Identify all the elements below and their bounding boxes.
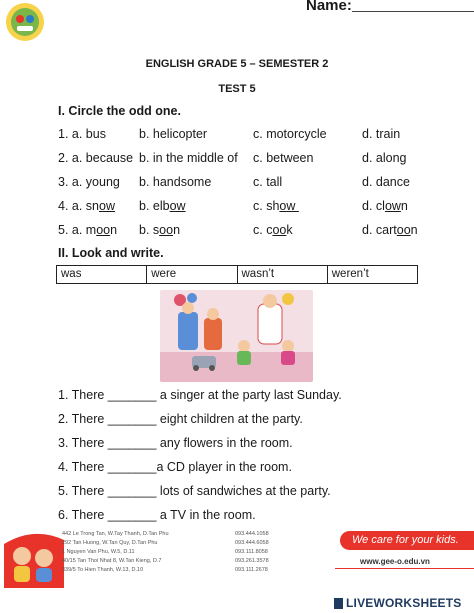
word-bank-item: weren’t	[331, 268, 369, 280]
fill-sentence-2[interactable]: 2. There _______ eight children at the party.	[58, 412, 303, 426]
section-1-heading: I. Circle the odd one.	[58, 104, 181, 118]
divider	[335, 568, 474, 569]
address-line: 1 Nguyen Van Phu, W.5, D.11	[62, 549, 135, 555]
address-line: 292 Tan Huong, W.Tan Quy, D.Tan Phu	[62, 540, 158, 546]
phone-number: 093.111.8058	[235, 549, 268, 555]
party-illustration	[160, 290, 313, 382]
option-a[interactable]	[58, 223, 117, 237]
question-row-4	[58, 199, 458, 215]
question-row-3	[58, 175, 458, 191]
word-bank-item: was	[57, 266, 147, 283]
option-text: b. s	[139, 223, 160, 237]
kids-mascot-image	[4, 526, 64, 588]
option-c[interactable]	[253, 199, 299, 213]
liveworksheets-brand[interactable]: LIVEWORKSHEETS	[346, 596, 462, 610]
question-row-2	[58, 151, 458, 167]
option-text-end: n	[110, 223, 118, 237]
fill-sentence-1[interactable]: 1. There _______ a singer at the party last Sunday.	[58, 388, 342, 402]
option-d[interactable]: d. dance	[362, 175, 410, 189]
option-b[interactable]: b. handsome	[139, 175, 212, 189]
section-2-heading: II. Look and write.	[58, 246, 164, 260]
fill-sentence-4[interactable]: 4. There _______a CD player in the room.	[58, 460, 292, 474]
option-text: c. sh	[253, 199, 280, 213]
underlined-sound: ow	[384, 199, 401, 213]
address-line: 40/15 Tan Thoi Nhat 8, W.Tan Kieng, D.7	[62, 558, 162, 564]
option-text: b. elb	[139, 199, 170, 213]
option-d[interactable]	[362, 199, 408, 213]
option-c[interactable]	[253, 223, 293, 237]
underlined-sound: oo	[159, 223, 174, 237]
option-b[interactable]: b. helicopter	[139, 127, 208, 141]
option-b[interactable]	[139, 223, 180, 237]
option-text: 4. a. sn	[58, 199, 99, 213]
name-label: Name:	[306, 0, 352, 14]
option-a[interactable]: 2. a. because	[58, 151, 134, 165]
fill-sentence-5[interactable]: 5. There _______ lots of sandwiches at the party.	[58, 484, 331, 498]
option-d[interactable]	[362, 223, 418, 237]
option-text-end: n	[410, 223, 418, 237]
word-bank-item: wasn’t	[238, 266, 328, 283]
option-b[interactable]	[139, 199, 186, 213]
underlined-sound: ow	[99, 199, 115, 213]
worksheet-title: ENGLISH GRADE 5 – SEMESTER 2	[145, 58, 329, 70]
school-logo	[4, 2, 46, 42]
option-text-end: n	[173, 223, 181, 237]
option-text: c. c	[253, 223, 273, 237]
slogan-banner: We care for your kids.	[340, 531, 474, 550]
option-d[interactable]: d. along	[362, 151, 407, 165]
underlined-sound: ow	[279, 199, 299, 213]
underlined-sound: oo	[396, 223, 411, 237]
website-link[interactable]: www.gee-o.edu.vn	[360, 557, 430, 566]
option-c[interactable]: c. between	[253, 151, 314, 165]
option-a[interactable]	[58, 199, 115, 213]
option-text-end: n	[400, 199, 408, 213]
underlined-sound: oo	[96, 223, 111, 237]
option-a[interactable]: 1. a. bus	[58, 127, 106, 141]
option-text: d. cl	[362, 199, 385, 213]
underlined-sound: ow	[169, 199, 186, 213]
option-text: d. cart	[362, 223, 397, 237]
question-row-5	[58, 223, 458, 239]
phone-number: 093.444.1058	[235, 531, 269, 537]
address-line: 339/5 To Hien Thanh, W.13, D.10	[62, 567, 144, 573]
option-a[interactable]: 3. a. young	[58, 175, 120, 189]
word-bank	[56, 265, 418, 284]
fill-sentence-6[interactable]: 6. There _______ a TV in the room.	[58, 508, 256, 522]
option-c[interactable]: c. tall	[253, 175, 283, 189]
option-b[interactable]: b. in the middle of	[139, 151, 238, 165]
phone-number: 093.111.2678	[235, 567, 268, 573]
question-row-1	[58, 127, 458, 143]
option-text: 5. a. m	[58, 223, 97, 237]
option-text-end: k	[286, 223, 293, 237]
option-c[interactable]: c. motorcycle	[253, 127, 327, 141]
phone-number: 093.261.3578	[235, 558, 269, 564]
fill-sentence-3[interactable]: 3. There _______ any flowers in the room.	[58, 436, 293, 450]
test-number: TEST 5	[218, 83, 256, 95]
phone-number: 093.444.6058	[235, 540, 269, 546]
underlined-sound: oo	[272, 223, 287, 237]
address-line: 442 Le Trong Tan, W.Tay Thanh, D.Tan Phu	[62, 531, 169, 537]
word-bank-item: were	[147, 266, 237, 283]
option-d[interactable]: d. train	[362, 127, 401, 141]
name-field[interactable]	[352, 11, 474, 12]
